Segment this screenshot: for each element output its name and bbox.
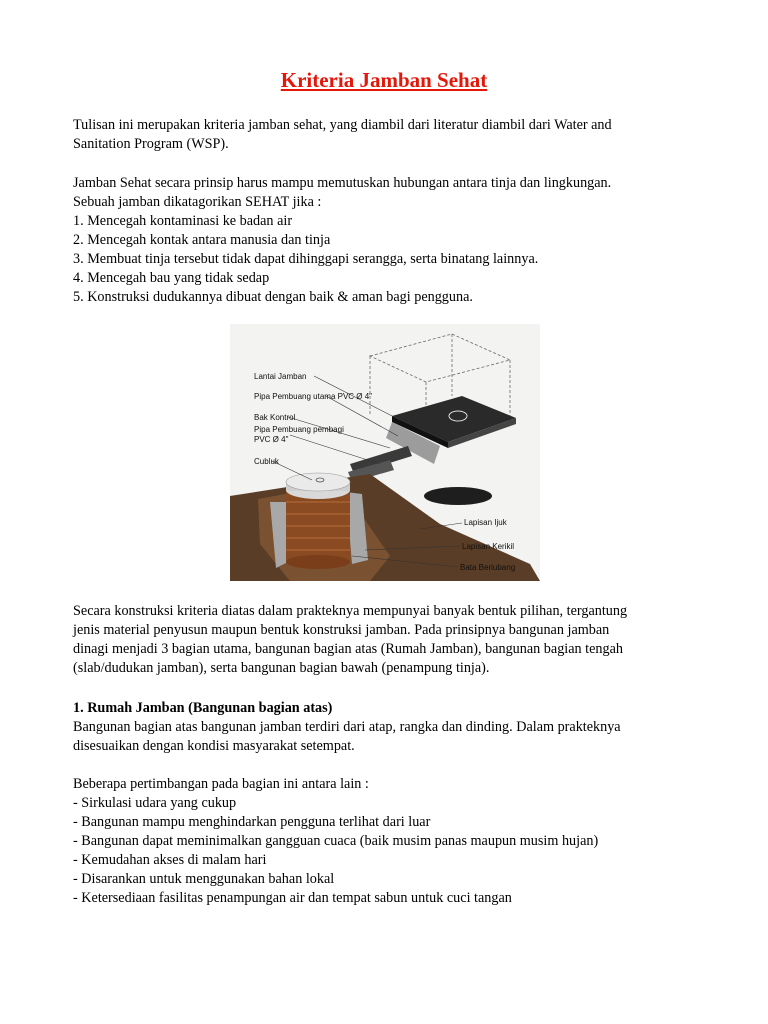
consideration-item: - Sirkulasi udara yang cukup: [73, 795, 237, 811]
section-rumah-jamban: [73, 699, 703, 756]
criteria-item: 3. Membuat tinja tersebut tidak dapat dihinggapi serangga, serta binatang lainnya.: [73, 251, 539, 267]
construction-line: Secara konstruksi kriteria diatas dalam prakteknya mempunyai banyak bentuk pilihan, tergantung: [73, 603, 628, 619]
label-cubluk: Cubluk: [254, 457, 279, 466]
criteria-intro-line: Sebuah jamban dikatagorikan SEHAT jika :: [73, 194, 322, 210]
label-bata-berlubang: Bata Berlubang: [460, 563, 516, 572]
latrine-diagram: [230, 324, 540, 581]
label-bak-kontrol: Bak Kontrol: [254, 413, 296, 422]
label-lapisan-ijuk: Lapisan Ijuk: [464, 518, 507, 527]
consideration-item: - Ketersediaan fasilitas penampungan air dan tempat sabun untuk cuci tangan: [73, 890, 512, 906]
section-paragraph-line: Bangunan bagian atas bangunan jamban terdiri dari atap, rangka dan dinding. Dalam prakteknya: [73, 719, 621, 735]
criteria-item: 5. Konstruksi dudukannya dibuat dengan baik & aman bagi pengguna.: [73, 289, 473, 305]
section-paragraph-line: disesuaikan dengan kondisi masyarakat setempat.: [73, 738, 355, 754]
label-pipa-pembagi-size: PVC Ø 4": [254, 435, 289, 444]
label-lantai-jamban: Lantai Jamban: [254, 372, 307, 381]
construction-line: (slab/dudukan jamban), serta bangunan bagian bawah (penampung tinja).: [73, 660, 490, 676]
consideration-item: - Bangunan mampu menghindarkan pengguna terlihat dari luar: [73, 814, 431, 830]
consideration-item: - Disarankan untuk menggunakan bahan lokal: [73, 871, 335, 887]
intro-line: Tulisan ini merupakan kriteria jamban sehat, yang diambil dari literatur diambil dari Water and: [73, 117, 612, 133]
label-pipa-pembagi: Pipa Pembuang pembagi: [254, 425, 344, 434]
construction-paragraph: [73, 602, 703, 678]
label-pipa-utama: Pipa Pembuang utama PVC Ø 4": [254, 392, 373, 401]
label-lapisan-kerikil: Lapisan Kerikil: [462, 542, 515, 551]
criteria-item: 4. Mencegah bau yang tidak sedap: [73, 270, 270, 286]
intro-paragraph: [73, 116, 703, 154]
page-title: Kriteria Jamban Sehat: [280, 68, 488, 92]
consideration-item: - Bangunan dapat meminimalkan gangguan cuaca (baik musim panas maupun musim hujan): [73, 833, 599, 849]
criteria-section: [73, 174, 703, 307]
criteria-item: 1. Mencegah kontaminasi ke badan air: [73, 213, 293, 229]
construction-line: jenis material penyusun maupun bentuk konstruksi jamban. Pada prinsipnya bangunan jamban: [73, 622, 610, 638]
consideration-item: - Kemudahan akses di malam hari: [73, 852, 267, 868]
construction-line: dinagi menjadi 3 bagian utama, bangunan bagian atas (Rumah Jamban), bangunan bagian tengah: [73, 641, 623, 657]
intro-line: Sanitation Program (WSP).: [73, 136, 229, 152]
considerations-intro: Beberapa pertimbangan pada bagian ini antara lain :: [73, 776, 369, 792]
criteria-intro-line: Jamban Sehat secara prinsip harus mampu memutuskan hubungan antara tinja dan lingkungan.: [73, 175, 612, 191]
section-heading: 1. Rumah Jamban (Bangunan bagian atas): [73, 700, 333, 716]
considerations-list: [73, 775, 703, 908]
criteria-item: 2. Mencegah kontak antara manusia dan tinja: [73, 232, 331, 248]
